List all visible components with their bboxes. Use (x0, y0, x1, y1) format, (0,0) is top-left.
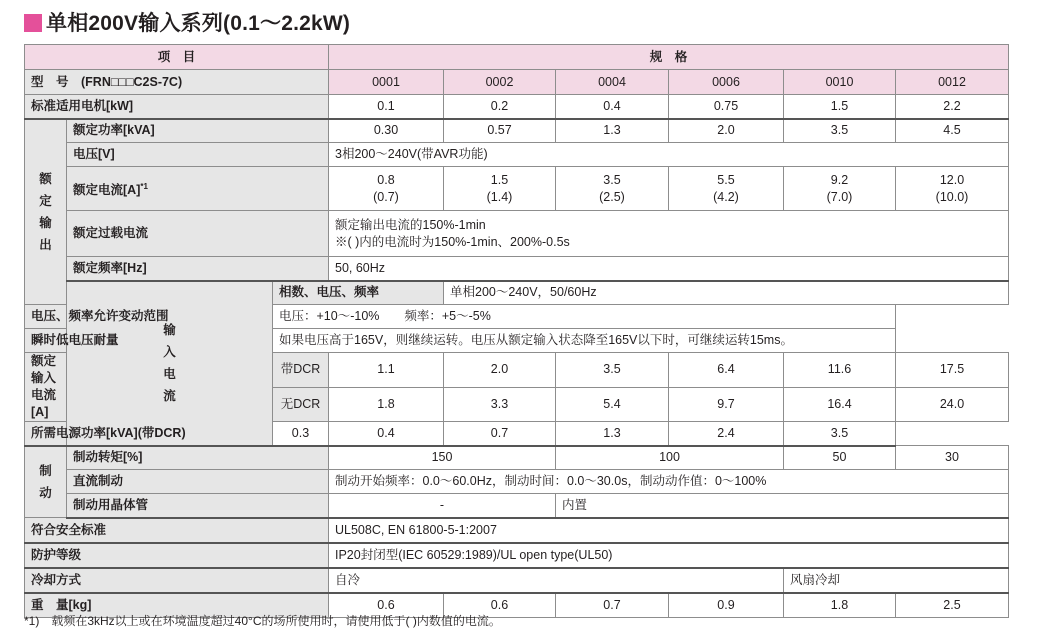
motor-cell: 1.5 (784, 95, 896, 119)
model-cell: 0001 (329, 70, 444, 95)
cooling-value: 自冷 (329, 568, 784, 593)
without-dcr-cell: 1.8 (329, 387, 444, 422)
motor-cell: 2.2 (896, 95, 1009, 119)
dc-braking-value: 制动开始频率：0.0～60.0Hz，制动时间：0.0～30.0s，制动动作值：0～100% (329, 470, 1009, 494)
dip-value: 如果电压高于165V，则继续运转。电压从额定输入状态降至165V以下时，可继续运转15ms。 (273, 329, 896, 353)
with-dcr-cell: 17.5 (896, 353, 1009, 388)
weight-cell: 0.6 (329, 593, 444, 618)
power-cell: 0.4 (329, 422, 444, 446)
input-current-label: 额定输入电流[A] (25, 353, 67, 422)
current-label: 额定电流$[A]^{*1}$ (67, 167, 329, 211)
title-marker (24, 14, 42, 32)
phases-value: 单相200～240V，50/60Hz (444, 281, 1009, 305)
input-group-label: 输 入 电 流 (67, 281, 273, 446)
current-cell: 1.5 (1.4) (444, 167, 556, 211)
power-cell: 3.5 (784, 422, 896, 446)
torque-label: 制动转矩[%] (67, 446, 329, 470)
header-row (25, 45, 1009, 70)
protection-row (25, 543, 1009, 568)
weight-cell: 1.8 (784, 593, 896, 618)
power-cell: 2.4 (669, 422, 784, 446)
protection-label: 防护等级 (25, 543, 329, 568)
current-cell: 3.5 (2.5) (556, 167, 669, 211)
frequency-label: 额定频率[Hz] (67, 257, 329, 281)
power-cell: 0.3 (273, 422, 329, 446)
model-cell: 0004 (556, 70, 669, 95)
with-dcr-cell: 1.1 (329, 353, 444, 388)
current-cell: 9.2 (7.0) (784, 167, 896, 211)
capacity-cell: 1.3 (556, 119, 669, 143)
power-cell: 0.7 (444, 422, 556, 446)
without-dcr-cell: 24.0 (896, 387, 1009, 422)
transistor-cell: 内置 (556, 494, 1009, 518)
torque-cell: 150 (329, 446, 556, 470)
overload-value: 额定输出电流的150%-1min ※( )内的电流时为150%-1min、200%-0.5s (329, 211, 1009, 257)
overload-label: 额定过载电流 (67, 211, 329, 257)
safety-value: UL508C, EN 61800-5-1:2007 (329, 518, 1009, 543)
motor-row (25, 95, 1009, 119)
frequency-row (25, 257, 1009, 281)
without-dcr-cell: 9.7 (669, 387, 784, 422)
overload-row (25, 211, 1009, 257)
model-cell: 0010 (784, 70, 896, 95)
power-cell: 1.3 (556, 422, 669, 446)
dc-braking-row (25, 470, 1009, 494)
header-spec: 规 格 (329, 45, 1009, 70)
current-row (25, 167, 1009, 211)
dc-braking-label: 直流制动 (67, 470, 329, 494)
motor-cell: 0.1 (329, 95, 444, 119)
phases-label: 相数、电压、频率 (273, 281, 444, 305)
safety-label: 符合安全标准 (25, 518, 329, 543)
capacity-cell: 0.30 (329, 119, 444, 143)
variation-value: 电压：+10～-10% 频率：+5～-5% (273, 305, 896, 329)
weight-label: 重 量[kg] (25, 593, 329, 618)
capacity-cell: 3.5 (784, 119, 896, 143)
cooling-row (25, 568, 1009, 593)
motor-label: 标准适用电机[kW] (25, 95, 329, 119)
without-dcr-cell: 16.4 (784, 387, 896, 422)
power-row (25, 422, 1009, 446)
frequency-value: 50, 60Hz (329, 257, 1009, 281)
safety-row (25, 518, 1009, 543)
motor-cell: 0.2 (444, 95, 556, 119)
braking-group-label: 制 动 (25, 446, 67, 518)
torque-cell: 100 (556, 446, 784, 470)
voltage-row (25, 143, 1009, 167)
weight-cell: 2.5 (896, 593, 1009, 618)
weight-cell: 0.9 (669, 593, 784, 618)
without-dcr-cell: 3.3 (444, 387, 556, 422)
capacity-cell: 0.57 (444, 119, 556, 143)
cooling-label: 冷却方式 (25, 568, 329, 593)
model-cell: 0006 (669, 70, 784, 95)
model-row (25, 70, 1009, 95)
output-group-label: 额 定 输 出 (25, 119, 67, 305)
torque-cell: 50 (784, 446, 896, 470)
header-item: 项 目 (25, 45, 329, 70)
weight-cell: 0.7 (556, 593, 669, 618)
voltage-label: 电压[V] (67, 143, 329, 167)
capacity-cell: 2.0 (669, 119, 784, 143)
capacity-row (25, 119, 1009, 143)
transistor-row (25, 494, 1009, 518)
model-label: 型 号 (FRN□□□C2S-7C) (25, 70, 329, 95)
variation-label: 电压、频率允许变动范围 (25, 305, 273, 329)
with-dcr-cell: 11.6 (784, 353, 896, 388)
power-label: 所需电源功率[kVA](带DCR) (25, 422, 273, 446)
title-text: 单相200V输入系列(0.1～2.2kW) (46, 12, 351, 35)
dip-label: 瞬时低电压耐量 (25, 329, 273, 353)
voltage-value: 3相200～240V(带AVR功能) (329, 143, 1009, 167)
current-cell: 5.5 (4.2) (669, 167, 784, 211)
motor-cell: 0.75 (669, 95, 784, 119)
model-cell: 0002 (444, 70, 556, 95)
transistor-cell: - (329, 494, 556, 518)
protection-value: IP20封闭型(IEC 60529:1989)/UL open type(UL50) (329, 543, 1009, 568)
with-dcr-cell: 2.0 (444, 353, 556, 388)
with-dcr-cell: 6.4 (669, 353, 784, 388)
weight-cell: 0.6 (444, 593, 556, 618)
current-cell: 0.8 (0.7) (329, 167, 444, 211)
torque-row (25, 446, 1009, 470)
spec-table (24, 44, 1009, 618)
footnote-ref: *1 (140, 181, 148, 191)
without-dcr-cell: 5.4 (556, 387, 669, 422)
with-dcr-cell: 3.5 (556, 353, 669, 388)
model-cell: 0012 (896, 70, 1009, 95)
cooling-value: 风扇冷却 (784, 568, 1009, 593)
transistor-label: 制动用晶体管 (67, 494, 329, 518)
with-dcr-label: 带DCR (273, 353, 329, 388)
capacity-label: 额定功率[kVA] (67, 119, 329, 143)
footnote: *1) 载频在3kHz以上或在环境温度超过40°C的场所使用时，请使用低于( )内数值的电流。 (24, 614, 501, 628)
page-title (24, 8, 350, 36)
current-cell: 12.0 (10.0) (896, 167, 1009, 211)
torque-cell: 30 (896, 446, 1009, 470)
phases-row (25, 281, 1009, 305)
motor-cell: 0.4 (556, 95, 669, 119)
without-dcr-label: 无DCR (273, 387, 329, 422)
capacity-cell: 4.5 (896, 119, 1009, 143)
